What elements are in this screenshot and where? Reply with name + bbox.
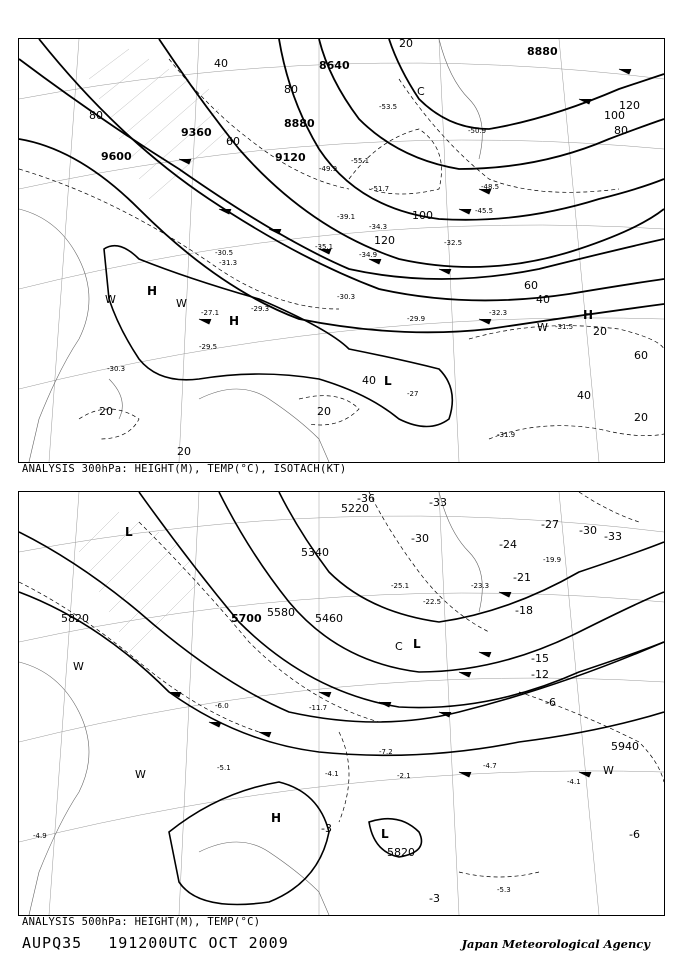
temp-label: -27 — [407, 390, 419, 398]
height-label: 5820 — [61, 612, 89, 625]
temp-label: -51.7 — [371, 185, 390, 193]
temp-label: -29.3 — [251, 305, 270, 313]
chart-identifier — [22, 934, 315, 952]
temp-label: -32.3 — [489, 309, 508, 317]
isotach-label: 120 — [619, 99, 640, 112]
temp-label: -27.1 — [201, 309, 220, 317]
height-label: 5580 — [267, 606, 295, 619]
temp-label: -53.5 — [379, 103, 398, 111]
temp-label: -11.7 — [309, 704, 328, 712]
isotherm-label: -12 — [531, 668, 549, 681]
height-label: 5460 — [315, 612, 343, 625]
warm-center: W — [135, 768, 146, 781]
isotherm-label: -33 — [604, 530, 622, 543]
isotach-label: 40 — [536, 293, 550, 306]
temp-label: -35.1 — [315, 243, 334, 251]
height-label: 9360 — [181, 126, 212, 139]
temp-label: -23.3 — [471, 582, 490, 590]
height-label: 8880 — [284, 117, 315, 130]
isotach-label: 20 — [99, 405, 113, 418]
isotherm-label: -18 — [515, 604, 533, 617]
isotach-label: 80 — [89, 109, 103, 122]
low-pressure-center: L — [413, 637, 421, 651]
low-pressure-center: L — [381, 827, 389, 841]
temp-label: -31.3 — [219, 259, 238, 267]
temp-label: -49.9 — [319, 165, 338, 173]
isotach-label: 100 — [604, 109, 625, 122]
isotherm-label: -21 — [513, 571, 531, 584]
graticule — [19, 492, 664, 915]
isotherm-label: -24 — [499, 538, 517, 551]
isotach-label: 40 — [362, 374, 376, 387]
temp-label: -31.5 — [555, 323, 574, 331]
temp-label: -7.2 — [379, 748, 393, 756]
height-label: 8640 — [319, 59, 350, 72]
isotach-label: 20 — [177, 445, 191, 458]
chart-500hpa-map — [19, 492, 664, 915]
temp-label: -34.9 — [359, 251, 378, 259]
cold-center: C — [417, 85, 425, 98]
isotherms — [19, 492, 664, 877]
temp-label: -48.5 — [481, 183, 500, 191]
temp-label: -19.9 — [543, 556, 562, 564]
warm-center: W — [105, 293, 116, 306]
isotherm-label: -33 — [429, 496, 447, 509]
isotach-label: 120 — [374, 234, 395, 247]
isotach-label: 60 — [226, 135, 240, 148]
chart-300hpa-caption: ANALYSIS 300hPa: HEIGHT(M), TEMP(°C), ISOTACH(KT) — [22, 463, 347, 475]
warm-center: W — [176, 297, 187, 310]
warm-center: W — [537, 321, 548, 334]
isotherm-label: -15 — [531, 652, 549, 665]
warm-center: W — [73, 660, 84, 673]
temp-label: -34.3 — [369, 223, 388, 231]
height-label: 5820 — [387, 846, 415, 859]
temp-label: -45.5 — [475, 207, 494, 215]
cold-center: C — [395, 640, 403, 653]
isotach-label: 80 — [614, 124, 628, 137]
height-label: 9120 — [275, 151, 306, 164]
high-pressure-center: H — [229, 314, 240, 328]
warm-center: W — [603, 764, 614, 777]
temp-label: -30.3 — [107, 365, 126, 373]
temp-label: -2.1 — [397, 772, 411, 780]
temp-label: -4.1 — [325, 770, 339, 778]
chart-300hpa — [18, 38, 665, 463]
high-pressure-center: H — [271, 811, 282, 825]
chart-300hpa-map — [19, 39, 664, 462]
isotach-label: 100 — [412, 209, 433, 222]
isotach-label: 20 — [317, 405, 331, 418]
high-pressure-contour — [104, 246, 452, 427]
temp-label: -50.9 — [468, 127, 487, 135]
isotherm-label: -30 — [411, 532, 429, 545]
isotherm-label: -36 — [357, 492, 375, 505]
temp-label: -30.3 — [337, 293, 356, 301]
isotach-label: 60 — [634, 349, 648, 362]
temp-label: -25.1 — [391, 582, 410, 590]
chart-500hpa-caption: ANALYSIS 500hPa: HEIGHT(M), TEMP(°C) — [22, 916, 261, 928]
height-label: 8880 — [527, 45, 558, 58]
temp-label: -4.7 — [483, 762, 497, 770]
isotach-label: 20 — [399, 39, 413, 50]
temp-label: -4.1 — [567, 778, 581, 786]
high-pressure-center: H — [583, 308, 594, 322]
height-label: 5700 — [231, 612, 262, 625]
temp-label: -39.1 — [337, 213, 356, 221]
isotherm-label: -27 — [541, 518, 559, 531]
isotach-label: 20 — [634, 411, 648, 424]
dashed-contours — [19, 59, 664, 439]
isotach-label: 80 — [284, 83, 298, 96]
height-label: 5220 — [341, 502, 369, 515]
low-pressure-center: L — [125, 525, 133, 539]
temp-label: -31.9 — [497, 431, 516, 439]
temp-label: -5.3 — [497, 886, 511, 894]
high-pressure-center: H — [147, 284, 158, 298]
chart-500hpa — [18, 491, 665, 916]
isotherm-label: -6 — [629, 828, 640, 841]
temp-label: -5.1 — [217, 764, 231, 772]
temp-label: -55.1 — [351, 157, 370, 165]
temp-label: -29.9 — [407, 315, 426, 323]
low-pressure-center: L — [384, 374, 392, 388]
coastlines — [19, 39, 482, 462]
temp-label: -4.9 — [33, 832, 47, 840]
isotach-label: 40 — [214, 57, 228, 70]
isotach-label: 40 — [577, 389, 591, 402]
height-label: 9600 — [101, 150, 132, 163]
temp-label: -30.5 — [215, 249, 234, 257]
height-label: 5940 — [611, 740, 639, 753]
isotherm-label: -3 — [429, 892, 440, 905]
product-id: AUPQ35 — [22, 934, 83, 952]
height-contours — [19, 492, 664, 905]
isotherm-label: -30 — [579, 524, 597, 537]
agency-name: Japan Meteorological Agency — [461, 937, 650, 951]
isotherm-label: -3 — [321, 822, 332, 835]
temp-label: -22.5 — [423, 598, 442, 606]
temp-label: -29.5 — [199, 343, 218, 351]
temp-label: -6.0 — [215, 702, 229, 710]
isotach-label: 60 — [524, 279, 538, 292]
temp-label: -32.5 — [444, 239, 463, 247]
wind-barbs — [179, 69, 631, 324]
analysis-datetime: 191200UTC OCT 2009 — [108, 934, 289, 952]
isotherm-label: -6 — [545, 696, 556, 709]
height-label: 5340 — [301, 546, 329, 559]
isotach-label: 20 — [593, 325, 607, 338]
